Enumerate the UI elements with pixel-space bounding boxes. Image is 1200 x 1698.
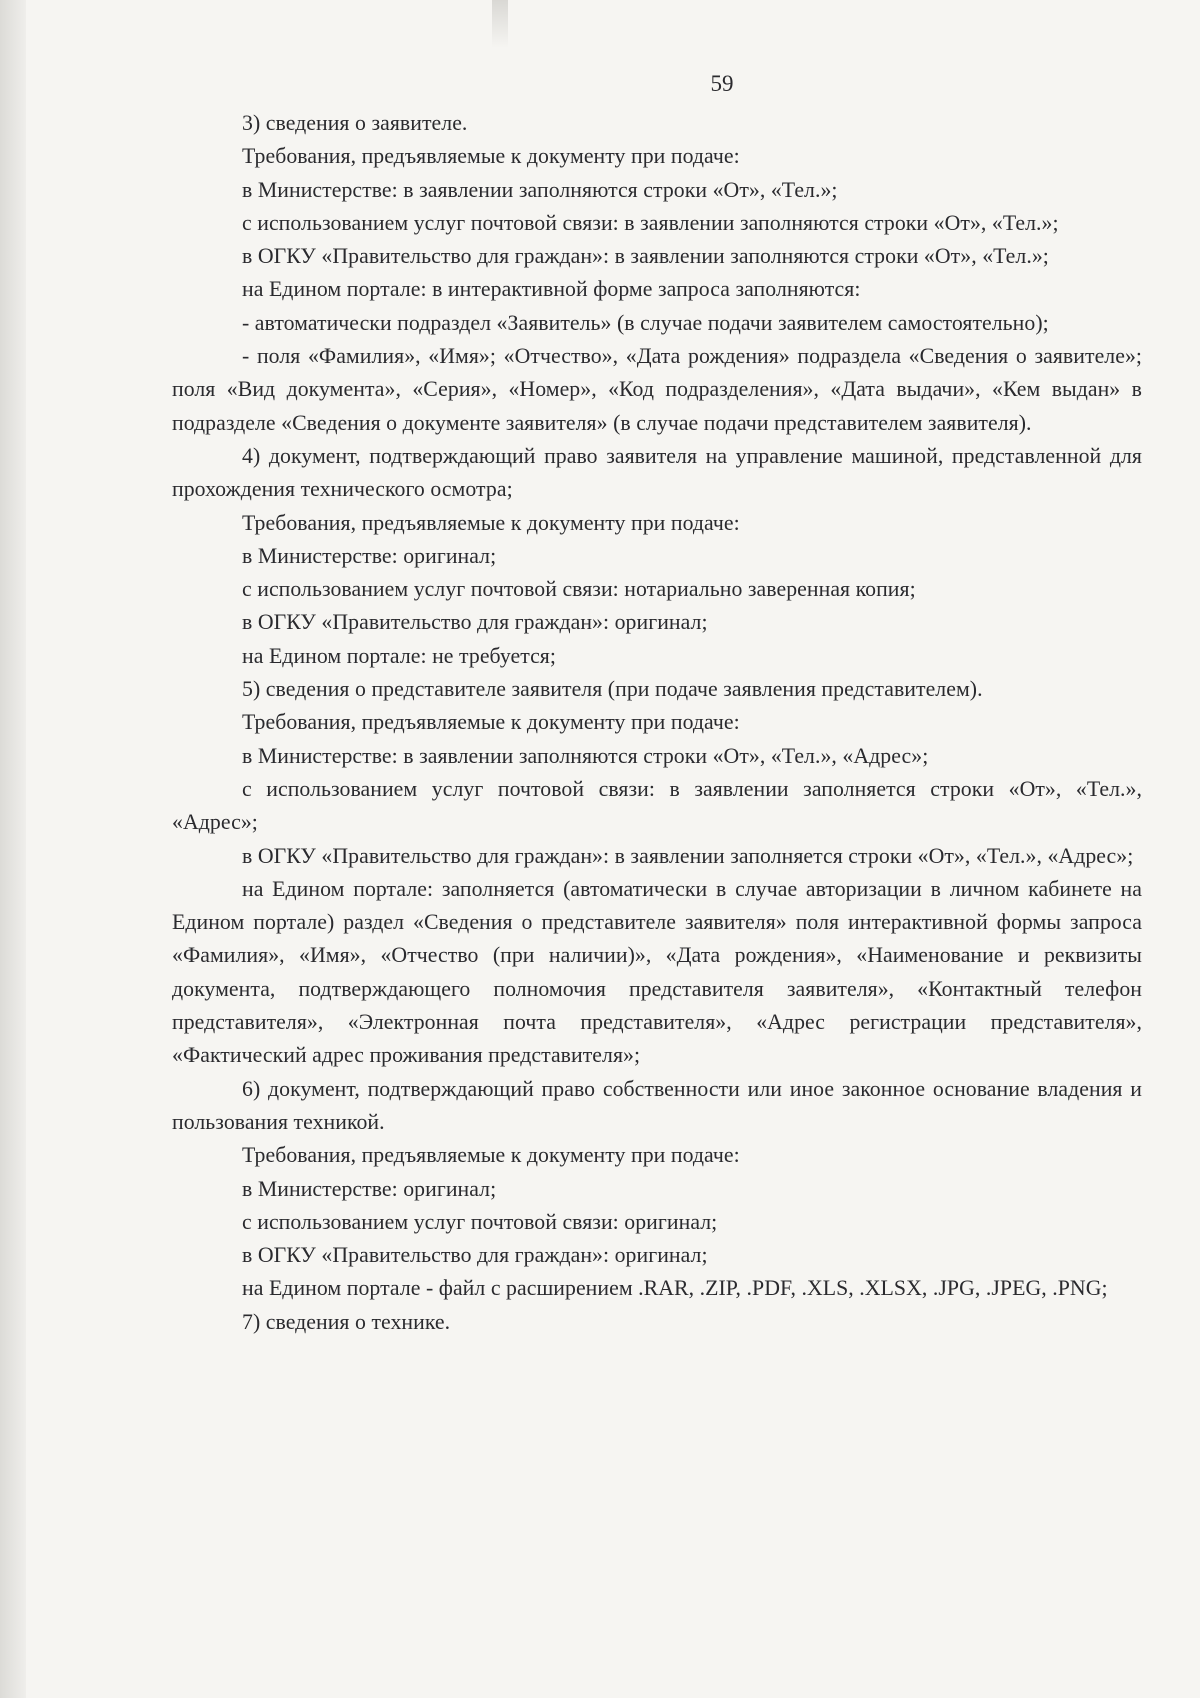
portal-subsection-auto: - автоматически подраздел «Заявитель» (в случае подачи заявителем самостоятельно); (242, 310, 1049, 335)
item-7-heading: 7) сведения о технике. (242, 1309, 451, 1334)
requirement-postal: с использованием услуг почтовой связи: нотариально заверенная копия; (242, 577, 916, 602)
item-3-heading: 3) сведения о заявителе. (242, 111, 468, 135)
requirement-ogku: в ОГКУ «Правительство для граждан»: оригинал; (242, 610, 708, 635)
requirement-ogku: в ОГКУ «Правительство для граждан»: в заявлении заполняются строки «От», «Тел.»; (242, 244, 1049, 269)
requirement-ministry: в Министерстве: в заявлении заполняются строки «От», «Тел.», «Адрес»; (242, 743, 929, 768)
requirement-portal: на Едином портале: не требуется; (242, 643, 556, 668)
requirement-postal: с использованием услуг почтовой связи: в заявлении заполняются строки «От», «Тел.»; (242, 210, 1059, 235)
requirement-portal: на Едином портале: в интерактивной форме запроса заполняются: (242, 277, 861, 302)
requirements-heading: Требования, предъявляемые к документу при подаче: (242, 1143, 740, 1168)
portal-fields: - поля «Фамилия», «Имя»; «Отчество», «Дата рождения» подраздела «Сведения о заявителе»; поля «Вид документа», «Серия», «Номер», «Код подразделения», «Дата выдачи», «Кем выдан» в подразделе «Сведения о документе заявителя» (в случае подачи представителем заявителя). (172, 344, 1142, 435)
document-body (172, 107, 1142, 1339)
item-6-heading: 6) документ, подтверждающий право собственности или иное законное основание владения и пользования техникой. (172, 1076, 1142, 1134)
requirement-portal: на Едином портале - файл с расширением .RAR, .ZIP, .PDF, .XLS, .XLSX, .JPG, .JPEG, .PNG; (242, 1276, 1108, 1301)
requirements-heading: Требования, предъявляемые к документу при подаче: (242, 510, 740, 535)
requirement-ministry: в Министерстве: в заявлении заполняются строки «От», «Тел.»; (242, 177, 838, 202)
requirement-postal: с использованием услуг почтовой связи: в заявлении заполняется строки «От», «Тел.», «Адрес»; (172, 776, 1142, 835)
requirement-portal: на Едином портале: заполняется (автоматически в случае авторизации в личном кабинете на Едином портале) раздел «Сведения о представителе заявителя» поля интерактивной формы запроса «Фамилия», «Имя», «Отчество (при наличии)», «Дата рождения», «Наименование и реквизиты документа, подтверждающего полномочия представителя заявителя», «Контактный телефон представителя», «Электронная почта представителя», «Адрес регистрации представителя», «Фактический адрес проживания представителя»; (172, 876, 1142, 1068)
requirements-heading: Требования, предъявляемые к документу при подаче: (242, 710, 740, 735)
requirement-ministry: в Министерстве: оригинал; (242, 1176, 497, 1201)
item-4-heading: 4) документ, подтверждающий право заявителя на управление машиной, представленной для прохождения технического осмотра; (172, 443, 1142, 502)
item-5-heading: 5) сведения о представителе заявителя (при подаче заявления представителем). (242, 677, 983, 702)
requirement-ministry: в Министерстве: оригинал; (242, 543, 497, 568)
requirement-postal: с использованием услуг почтовой связи: оригинал; (242, 1209, 718, 1234)
requirement-ogku: в ОГКУ «Правительство для граждан»: в заявлении заполняется строки «От», «Тел.», «Адрес»; (242, 843, 1134, 868)
requirements-heading: Требования, предъявляемые к документу при подаче: (242, 144, 740, 169)
requirement-ogku: в ОГКУ «Правительство для граждан»: оригинал; (242, 1243, 708, 1268)
page-number: 59 (710, 71, 734, 96)
